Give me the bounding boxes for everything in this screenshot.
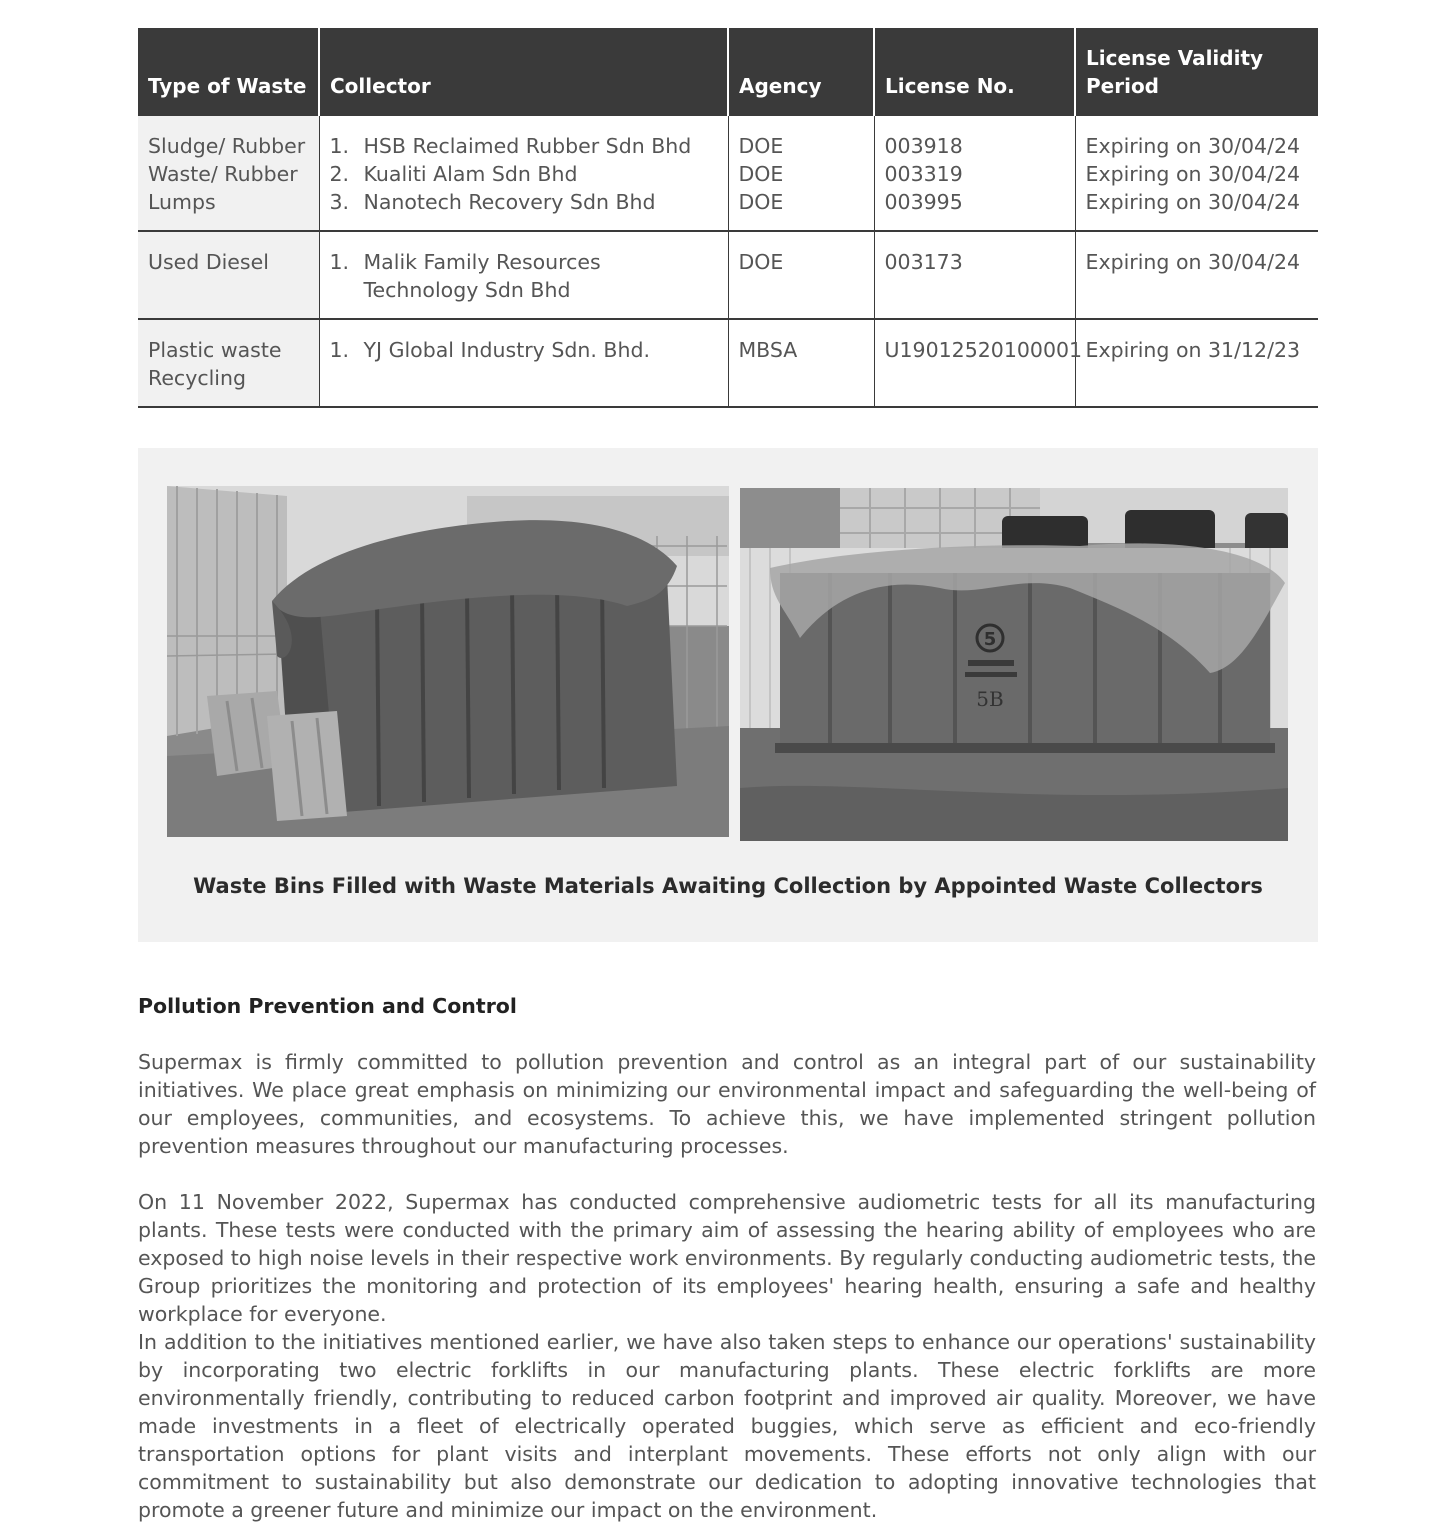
- section-heading: Pollution Prevention and Control: [138, 994, 517, 1018]
- agency-cell: [728, 116, 874, 231]
- agency-cell: [728, 319, 874, 407]
- validity-value: Expiring on 30/04/24: [1085, 190, 1301, 214]
- validity-value: Expiring on 31/12/23: [1085, 338, 1301, 362]
- paragraph: Supermax is firmly committed to pollution prevention and control as an integral part of our sustainability initiatives. We place great emphasis on minimizing our environmental impact and safeguarding the well-being of our employees, communities, and ecosystems. To achieve this, we have implemented stringent pollution prevention measures throughout our manufacturing processes.: [138, 1050, 1316, 1158]
- collector-cell: [319, 116, 728, 231]
- license-value: U19012520100001: [884, 338, 1083, 362]
- bin-code-mark: 5B: [976, 687, 1004, 711]
- validity-cell: [1075, 319, 1318, 407]
- header-license-validity: License Validity Period: [1075, 28, 1318, 116]
- figure-caption: Waste Bins Filled with Waste Materials Awaiting Collection by Appointed Waste Collectors: [193, 874, 1263, 898]
- agency-value: DOE: [738, 134, 784, 158]
- agency-value: MBSA: [738, 338, 798, 362]
- header-license-no: License No.: [874, 28, 1075, 116]
- type-line: Recycling: [148, 366, 247, 390]
- type-line: Plastic waste: [148, 338, 282, 362]
- validity-cell: [1075, 231, 1318, 319]
- collector-name: Malik Family Resources Technology Sdn Bhd: [363, 250, 601, 302]
- collector-cell: [319, 319, 728, 407]
- collector-item: [330, 160, 718, 188]
- collector-number: 3.: [329, 190, 350, 214]
- type-line: Used Diesel: [148, 250, 269, 274]
- agency-value: DOE: [738, 190, 784, 214]
- table-row: [138, 319, 1318, 407]
- collector-name: YJ Global Industry Sdn. Bhd.: [363, 338, 650, 362]
- license-cell: [874, 319, 1083, 407]
- type-line: Lumps: [148, 190, 216, 214]
- collector-name: HSB Reclaimed Rubber Sdn Bhd: [363, 134, 692, 158]
- type-cell: [138, 231, 319, 319]
- agency-value: DOE: [738, 250, 784, 274]
- collector-number: 1.: [329, 250, 350, 274]
- type-line: Waste/ Rubber: [148, 162, 298, 186]
- license-cell: [874, 231, 1075, 319]
- waste-bin-photo-right: [740, 488, 1288, 841]
- license-value: 003173: [884, 250, 963, 274]
- paragraph: In addition to the initiatives mentioned earlier, we have also taken steps to enhance our operations' sustainability by incorporating two electric forklifts in our manufacturing plants. These electric forklifts are more environmentally friendly, contributing to reduced carbon footprint and improved air quality. Moreover, we have made investments in a fleet of electrically operated buggies, which serve as efficient and eco-friendly transportation options for plant visits and interplant movements. These efforts not only align with our commitment to sustainability but also demonstrate our dedication to adopting innovative technologies that promote a greener future and minimize our impact on the environment.: [138, 1330, 1316, 1522]
- collector-number: 2.: [329, 162, 350, 186]
- license-cell: [874, 116, 1075, 231]
- collector-number: 1.: [329, 338, 350, 362]
- collector-item: [330, 132, 718, 160]
- validity-cell: [1075, 116, 1318, 231]
- collector-item: [330, 336, 718, 364]
- license-value: 003918: [884, 134, 963, 158]
- validity-value: Expiring on 30/04/24: [1085, 250, 1301, 274]
- type-cell: [138, 319, 319, 407]
- paragraph: On 11 November 2022, Supermax has conducted comprehensive audiometric tests for all its manufacturing plants. These tests were conducted with the primary aim of assessing the hearing ability of employees who are exposed to high noise levels in their respective work environments. By regularly conducting audiometric tests, the Group prioritizes the monitoring and protection of its employees' hearing health, ensuring a safe and healthy workplace for everyone.: [138, 1190, 1316, 1326]
- header-collector: Collector: [319, 28, 728, 116]
- agency-value: DOE: [738, 162, 784, 186]
- table-row: [138, 116, 1318, 231]
- license-value: 003995: [884, 190, 963, 214]
- collector-item: [330, 188, 718, 216]
- license-value: 003319: [884, 162, 963, 186]
- collector-name: Nanotech Recovery Sdn Bhd: [363, 190, 656, 214]
- waste-bins-figure: [138, 448, 1318, 942]
- collector-item: [330, 248, 718, 304]
- collector-number: 1.: [329, 134, 350, 158]
- agency-cell: [728, 231, 874, 319]
- type-line: Sludge/ Rubber: [148, 134, 306, 158]
- header-type-of-waste: Type of Waste: [138, 28, 319, 116]
- collector-name: Kualiti Alam Sdn Bhd: [363, 162, 578, 186]
- table-header-row: [138, 28, 1318, 116]
- validity-value: Expiring on 30/04/24: [1085, 134, 1301, 158]
- validity-value: Expiring on 30/04/24: [1085, 162, 1301, 186]
- table-row: [138, 231, 1318, 319]
- bin-number-mark: 5: [983, 629, 997, 650]
- type-cell: [138, 116, 319, 231]
- header-agency: Agency: [728, 28, 874, 116]
- collector-cell: [319, 231, 728, 319]
- waste-bin-photo-left: [167, 486, 729, 837]
- waste-collector-table: [138, 28, 1318, 408]
